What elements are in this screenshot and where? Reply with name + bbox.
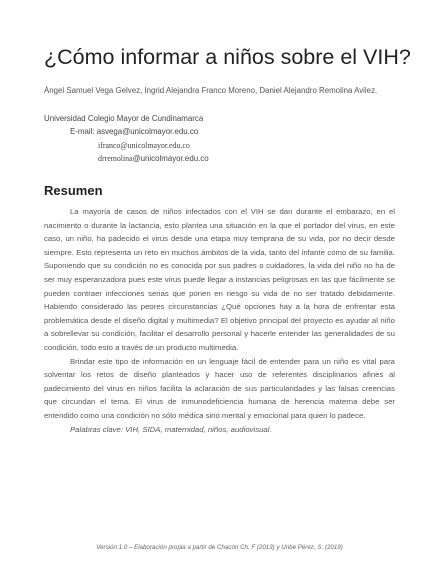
- keywords: Palabras clave: VIH, SIDA, maternidad, niños, audiovisual.: [70, 424, 272, 434]
- email-address-1[interactable]: asvega@unicolmayor.edu.co: [96, 127, 199, 136]
- abstract-heading: Resumen: [44, 183, 103, 198]
- email-address-3[interactable]: [98, 154, 209, 163]
- email-3-user: drremolina: [98, 154, 133, 163]
- paper-title: ¿Cómo informar a niños sobre el VIH?: [44, 45, 411, 69]
- email-label: E-mail:: [70, 127, 97, 136]
- page-footer: Versión 1.0 – Elaboración propia a partir de Chacón Ch. F (2013) y Uribe Pérez, S. (2019): [96, 544, 343, 551]
- author-list: Ángel Samuel Vega Gelvez, Ingrid Alejandra Franco Moreno, Daniel Alejandro Remolina Avilez.: [44, 86, 378, 95]
- abstract-paragraph-2: Brindar este tipo de información en un lenguaje fácil de entender para un niño es vital para solventar los retos de diseño planteados y hacer uso de referentes disciplinarios afines al padecimiento del virus en niños facilita la aclaración de sus particularidades y las falsas creencias que circundan el tema. El virus de inmunodeficiencia humana de herencia materna debe ser entendido como una condición no sólo médica sino mental y emocional para quien lo padece.: [44, 356, 395, 420]
- email-line-1: [70, 127, 198, 136]
- email-3-domain: @unicolmayor.edu.co: [132, 154, 209, 163]
- abstract-paragraph-1: La mayoría de casos de niños infectados con el VIH se dan durante el embarazo, en el nacimiento o durante la lactancia, esto plantea una situación en la que el portador del virus, en este caso, un niño, ha padecido el virus desde una etapa muy temprana de su vida, por no decir desde siempre. Esto representa un reto en muchos ámbitos de la vida, tanto del infante como de su familia. Suponiendo que su condición no es conocida por sus padres o cuidadores, la vida del niño no ha de ser muy esperanzadora pues este virus puede llegar a instancias peligrosas en las que fácilmente se pueden contraer infecciones serias que ponen en riesgo su vida de no ser tratado debidamente. Habiendo considerado las peores circunstancias ¿Qué opciones hay a la hora de enfrentar esta problemática desde el diseño digital y multimedia? El objetivo principal del proyecto es ayudar al niño a sobrellevar su condición, facilitar el desarrollo personal y hacerle entender las generalidades de su condición, todo esto a través de un producto multimedia.: [44, 207, 395, 352]
- email-address-2[interactable]: ifranco@unicolmayor.edu.co: [98, 141, 190, 150]
- abstract-body: [44, 205, 395, 436]
- institution: Universidad Colegio Mayor de Cundinamarca: [44, 114, 204, 123]
